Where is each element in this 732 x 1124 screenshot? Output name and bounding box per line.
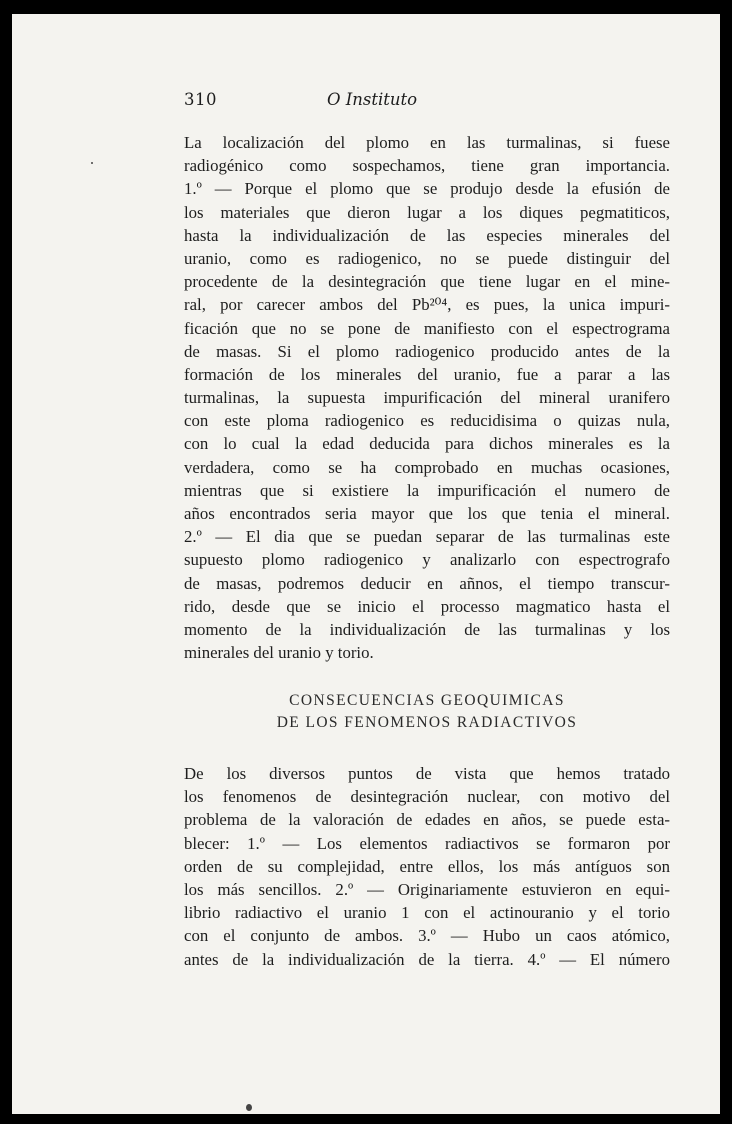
text-line: de masas. Si el plomo radiogenico producido antes de la	[184, 341, 670, 361]
text-line: librio radiactivo el uranio 1 con el actinouranio y el torio	[184, 903, 670, 923]
text-line: blecer: 1.º — Los elementos radiactivos se formaron por	[184, 833, 670, 853]
text-line: antes de la individualización de la tierra. 4.º — El número	[184, 949, 670, 969]
text-line: La localización del plomo en las turmalinas, si fuese	[184, 133, 670, 152]
text-line: los más sencillos. 2.º — Originariamente estuvieron en equi-	[184, 879, 670, 899]
paragraph-lead-localization	[184, 131, 670, 664]
text-line: 1.º — Porque el plomo que se produjo desde la efusión de	[184, 179, 670, 199]
text-line: ficación que no se pone de manifiesto con el espectrograma	[184, 318, 670, 338]
text-line: rido, desde que se inicio el processo magmatico hasta el	[184, 596, 670, 616]
ink-speck	[91, 162, 93, 164]
text-line: con el conjunto de ambos. 3.º — Hubo un caos atómico,	[184, 926, 670, 946]
text-line: procedente de la desintegración que tiene lugar en el mine-	[184, 272, 670, 292]
running-title: O Instituto	[326, 90, 418, 109]
text-line: supuesto plomo radiogenico y analizarlo con espectrografo	[184, 550, 670, 570]
text-line: con lo cual la edad deducida para dichos minerales es la	[184, 434, 670, 454]
text-line: los materiales que dieron lugar a los diques pegmatiticos,	[184, 202, 670, 222]
text-line: radiogénico como sospechamos, tiene gran importancia.	[184, 156, 670, 176]
text-line: orden de su complejidad, entre ellos, los más antíguos son	[184, 856, 670, 876]
text-line: con este ploma radiogenico es reducidisima o quizas nula,	[184, 411, 670, 431]
text-line: hasta la individualización de las especies minerales del	[184, 225, 670, 245]
page-number: 310	[184, 90, 217, 109]
text-line: mientras que si existiere la impurificación el numero de	[184, 480, 670, 500]
text-line: uranio, como es radiogenico, no se puede distinguir del	[184, 248, 670, 268]
paragraph-consequences	[184, 762, 670, 971]
text-line: problema de la valoración de edades en años, se puede esta-	[184, 810, 670, 830]
text-line: ral, por carecer ambos del Pb²⁰⁴, es pues, la unica impuri-	[184, 295, 670, 315]
ink-speck	[246, 1104, 252, 1111]
text-line: 2.º — El dia que se puedan separar de las turmalinas este	[184, 527, 670, 547]
text-line: años encontrados seria mayor que los que tenia el mineral.	[184, 504, 670, 523]
text-line: verdadera, como se ha comprobado en muchas ocasiones,	[184, 457, 670, 477]
text-line: formación de los minerales del uranio, fue a parar a las	[184, 364, 670, 384]
book-page	[12, 14, 720, 1114]
text-line: momento de la individualización de las turmalinas y los	[184, 619, 670, 639]
text-line: De los diversos puntos de vista que hemos tratado	[184, 764, 670, 783]
page-header	[184, 90, 560, 116]
section-title-line-1: CONSECUENCIAS GEOQUIMICAS	[289, 692, 565, 709]
text-line: de masas, podremos deducir en añnos, el tiempo transcur-	[184, 573, 670, 593]
text-line: minerales del uranio y torio.	[184, 643, 374, 663]
text-line: turmalinas, la supuesta impurificación del mineral uranifero	[184, 388, 670, 408]
section-title-line-2: DE LOS FENOMENOS RADIACTIVOS	[276, 714, 578, 731]
text-line: los fenomenos de desintegración nuclear, con motivo del	[184, 787, 670, 807]
